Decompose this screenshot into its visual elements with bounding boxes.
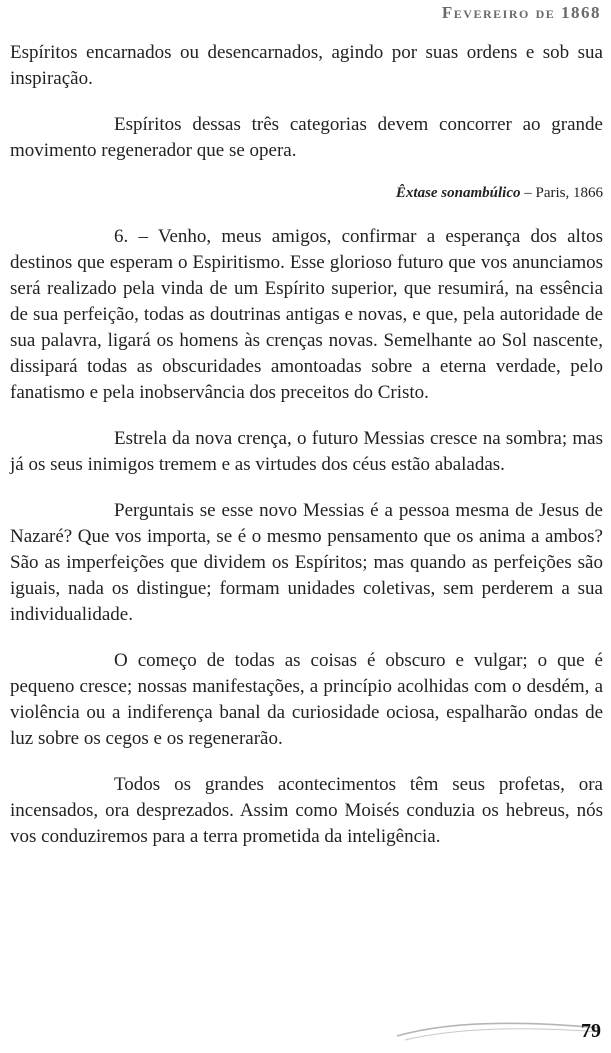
page-number: 79 [581, 1020, 601, 1042]
paragraph: 6. – Venho, meus amigos, confirmar a esperança dos altos destinos que esperam o Espiritismo. Esse glorioso futuro que vos anunciamos será realizado pela vinda de um Espírito superior, que resumirá, na essência de sua perfeição, todas as doutrinas antigas e novas, e que, pela autoridade de sua palavra, ligará os homens às crenças novas. Semelhante ao Sol nascente, dissipará todas as obscuridades amontoadas sobre a eterna verdade, pelo fanatismo e pela inobservância dos preceitos do Cristo. [10, 226, 603, 403]
decorative-swoosh-icon [395, 1016, 605, 1050]
running-header: Fevereiro de 1868 [441, 3, 601, 22]
message-signature [10, 182, 603, 204]
paragraph: Espíritos dessas três categorias devem concorrer ao grande movimento regenerador que se opera. [10, 114, 603, 161]
paragraph: Estrela da nova crença, o futuro Messias cresce na sombra; mas já os seus inimigos tremem e as virtudes dos céus estão abaladas. [10, 428, 603, 475]
paragraph-continuation: Espíritos encarnados ou desencarnados, agindo por suas ordens e sob sua inspiração. [10, 42, 603, 89]
paragraph: O começo de todas as coisas é obscuro e vulgar; o que é pequeno cresce; nossas manifestações, a princípio acolhidas com o desdém, a violência ou a indiferença banal da curiosidade ociosa, espalharão ondas de luz sobre os cegos e os regenerarão. [10, 650, 603, 749]
paragraph: Todos os grandes acontecimentos têm seus profetas, ora incensados, ora desprezados. Assim como Moisés conduzia os hebreus, nós vos conduziremos para a terra prometida da inteligência. [10, 774, 603, 847]
paragraph: Perguntais se esse novo Messias é a pessoa mesma de Jesus de Nazaré? Que vos importa, se é o mesmo pensamento que os anima a ambos? São as imperfeições que dividem os Espíritos; mas quando as perfeições são iguais, nada os distingue; formam unidades coletivas, sem perderem a sua individualidade. [10, 500, 603, 625]
page-body [10, 40, 603, 850]
signature-place-date: Paris, 1866 [535, 185, 603, 201]
signature-title: Êxtase sonambúlico [395, 185, 521, 201]
signature-separator: – [520, 185, 536, 201]
